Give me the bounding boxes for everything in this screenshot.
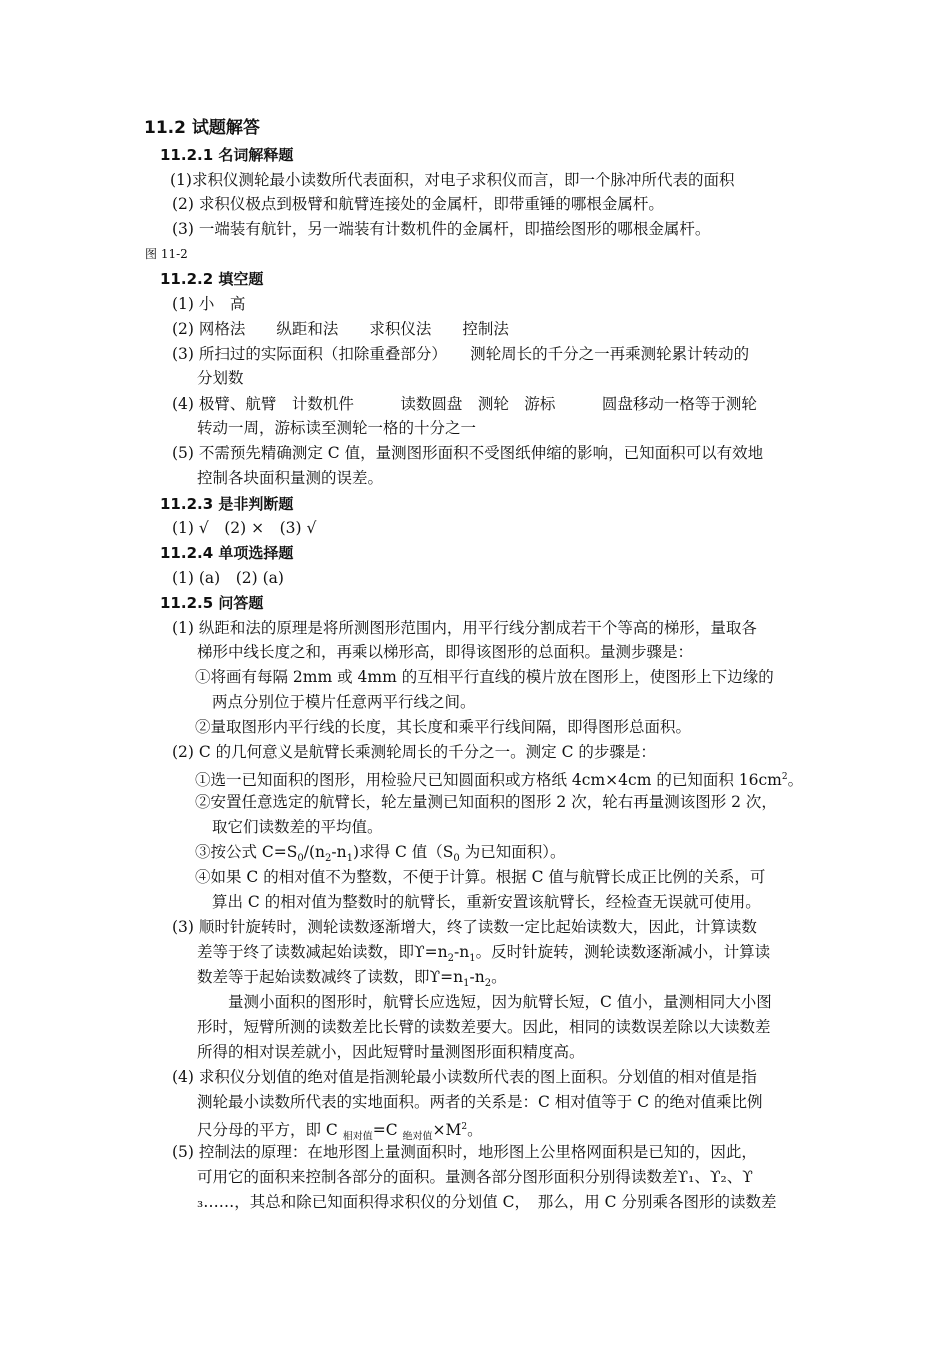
qa2-line1: (2) C 的几何意义是航臂长乘测轮周长的千分之一。测定 C 的步骤是： — [172, 743, 656, 761]
fill-answer-4-line2: 转动一周，游标读至测轮一格的十分之一 — [197, 419, 477, 437]
fill-answer-2: (2) 网格法 纵距和法 求积仪法 控制法 — [172, 320, 509, 338]
qa3-line3: 数差等于起始读数减终了读数，即$ϒ=n_1-n_2$。 — [197, 968, 507, 990]
qa2-line7: 算出 C 的相对值为整数时的航臂长，重新安置该航臂长，经检查无误就可使用。 — [212, 893, 761, 911]
subsection-title-fill: 11.2.2 填空题 — [160, 270, 264, 288]
fill-answer-5-line2: 控制各块面积量测的误差。 — [197, 469, 384, 487]
qa2-line4: 取它们读数差的平均值。 — [212, 818, 383, 836]
subsection-title-terms: 11.2.1 名词解释题 — [160, 146, 294, 164]
qa1-line5: ②量取图形内平行线的长度，其长度和乘平行线间隔，即得图形总面积。 — [195, 718, 692, 736]
qa4-line3: 尺分母的平方，即 C $_{相对值}$=C $_{绝对值}\times M^2$。 — [197, 1121, 483, 1143]
qa4-line2: 测轮最小读数所代表的实地面积。两者的关系是：C 相对值等于 C 的绝对值乘比例 — [197, 1093, 763, 1111]
fill-answer-5-line1: (5) 不需预先精确测定 C 值，量测图形面积不受图纸伸缩的影响，已知面积可以有效地 — [172, 444, 764, 462]
subsection-title-truefalse: 11.2.3 是非判断题 — [160, 495, 294, 513]
qa3-line5: 形时，短臂所测的读数差比长臂的读数差要大。因此，相同的读数误差除以大读数差 — [197, 1018, 771, 1036]
qa3-line2: 差等于终了读数减起始读数，即$ϒ=n_2-n_1$。反时针旋转，测轮读数逐渐减小，计算读 — [197, 943, 771, 965]
term-answer-2: (2) 求积仪极点到极臂和航臂连接处的金属杆，即带重锤的哪根金属杆。 — [172, 195, 664, 213]
subsection-title-choice: 11.2.4 单项选择题 — [160, 544, 294, 562]
qa2-line5: ③按公式 $C=S_0/(n_2-n_1)$求得 C 值（$S_0$ 为已知面积）。 — [195, 843, 566, 865]
fill-answer-4-line1: (4) 极臂、航臂 计数机件 读数圆盘 测轮 游标 圆盘移动一格等于测轮 — [172, 395, 757, 413]
truefalse-answers: (1) √ (2) × (3) √ — [172, 519, 317, 537]
qa1-line2: 梯形中线长度之和，再乘以梯形高，即得该图形的总面积。量测步骤是： — [197, 643, 694, 661]
term-answer-3: (3) 一端装有航针，另一端装有计数机件的金属杆，即描绘图形的哪根金属杆。 — [172, 220, 711, 238]
section-title: 11.2 试题解答 — [144, 118, 260, 138]
fill-answer-3-line1: (3) 所扫过的实际面积（扣除重叠部分） 测轮周长的千分之一再乘测轮累计转动的 — [172, 345, 750, 363]
qa5-line1: (5) 控制法的原理：在地形图上量测面积时，地形图上公里格网面积是已知的，因此， — [172, 1143, 757, 1161]
qa2-line6: ④如果 C 的相对值不为整数，不便于计算。根据 C 值与航臂长成正比例的关系，可 — [195, 868, 766, 886]
choice-answers: (1) (a) (2) (a) — [172, 569, 284, 587]
fill-answer-3-line2: 分划数 — [197, 369, 244, 387]
qa1-line3: ①将画有每隔 2mm 或 4mm 的互相平行直线的模片放在图形上，使图形上下边缘的 — [195, 668, 774, 686]
qa3-line1: (3) 顺时针旋转时，测轮读数逐渐增大，终了读数一定比起始读数大，因此，计算读数 — [172, 918, 757, 936]
qa3-line6: 所得的相对误差就小，因此短臂时量测图形面积精度高。 — [197, 1043, 585, 1061]
qa4-line1: (4) 求积仪分划值的绝对值是指测轮最小读数所代表的图上面积。分划值的相对值是指 — [172, 1068, 757, 1086]
subsection-title-qa: 11.2.5 问答题 — [160, 594, 264, 612]
term-answer-1: (1)求积仪测轮最小读数所代表面积，对电子求积仪而言，即一个脉冲所代表的面积 — [170, 171, 735, 189]
qa1-line1: (1) 纵距和法的原理是将所测图形范围内，用平行线分割成若干个等高的梯形，量取各 — [172, 619, 757, 637]
qa2-line3: ②安置任意选定的航臂长，轮左量测已知面积的图形 2 次，轮右再量测该图形 2 次， — [195, 793, 777, 811]
qa2-line2: ①选一已知面积的图形，用检验尺已知圆面积或方格纸 4cm×4cm 的已知面积 $16cm^2$。 — [195, 771, 804, 790]
qa3-line4: 量测小面积的图形时，航臂长应选短，因为航臂长短，C 值小，量测相同大小图 — [228, 993, 772, 1011]
qa5-line3: ₃……，其总和除已知面积得求积仪的分划值 C， 那么，用 C 分别乘各图形的读数差 — [197, 1193, 777, 1211]
qa1-line4: 两点分别位于模片任意两平行线之间。 — [212, 693, 476, 711]
fill-answer-1: (1) 小 高 — [172, 295, 246, 313]
qa5-line2: 可用它的面积来控制各部分的面积。量测各部分图形面积分别得读数差ϒ₁、ϒ₂、ϒ — [197, 1168, 753, 1186]
figure-reference: 图 11-2 — [145, 247, 188, 261]
